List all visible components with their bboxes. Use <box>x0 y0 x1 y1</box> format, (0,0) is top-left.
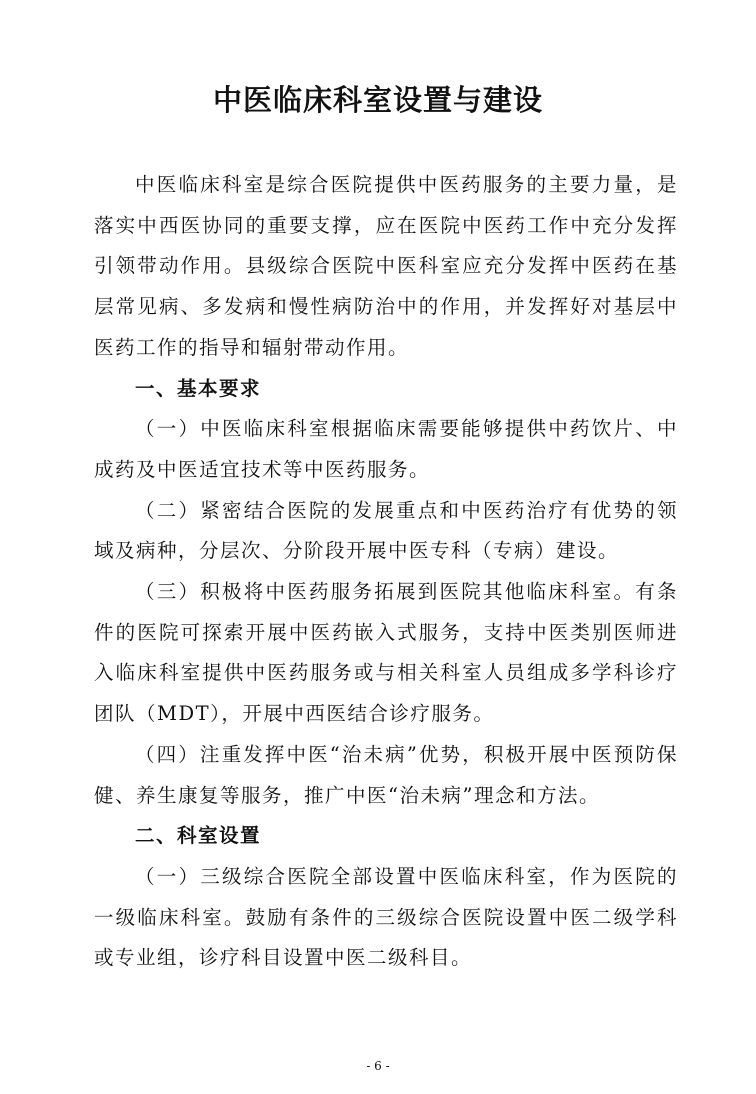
page-title: 中医临床科室设置与建设 <box>212 83 543 117</box>
document-body <box>94 165 678 979</box>
section-heading-department-setup: 二、科室设置 <box>135 824 262 848</box>
requirement-item-3: （三）积极将中医药服务拓展到医院其他临床科室。有条件的医院可探索开展中医药嵌入式服务，支持中医类别医师进入临床科室提供中医药服务或与相关科室人员组成多学科诊疗团队（MDT），开展中西医结合诊疗服务。 <box>94 580 678 726</box>
section-heading-basic-requirements: 一、基本要求 <box>135 376 262 400</box>
requirement-item-1: （一）中医临床科室根据临床需要能够提供中药饮片、中成药及中医适宜技术等中医药服务。 <box>94 417 678 481</box>
intro-paragraph: 中医临床科室是综合医院提供中医药服务的主要力量，是落实中西医协同的重要支撑，应在医院中医药工作中充分发挥引领带动作用。县级综合医院中医科室应充分发挥中医药在基层常见病、多发病和慢性病防治中的作用，并发挥好对基层中医药工作的指导和辐射带动作用。 <box>94 173 678 359</box>
requirement-item-4: （四）注重发挥中医“治未病”优势，积极开展中医预防保健、养生康复等服务，推广中医“治未病”理念和方法。 <box>94 742 678 807</box>
page-number: - 6 - <box>366 1059 390 1073</box>
requirement-item-2: （二）紧密结合医院的发展重点和中医药治疗有优势的领域及病种，分层次、分阶段开展中医专科（专病）建设。 <box>94 498 678 563</box>
setup-item-1: （一）三级综合医院全部设置中医临床科室，作为医院的一级临床科室。鼓励有条件的三级综合医院设置中医二级学科或专业组，诊疗科目设置中医二级科目。 <box>94 864 678 970</box>
